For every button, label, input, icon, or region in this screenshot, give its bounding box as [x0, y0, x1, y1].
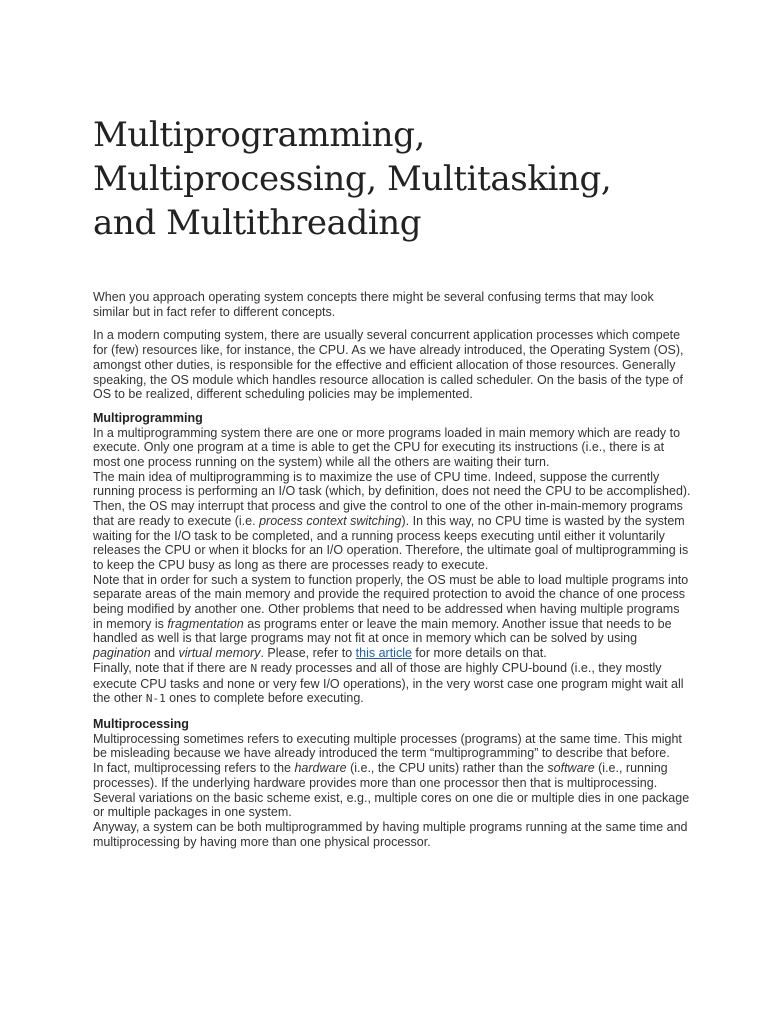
text-run: In fact, multiprocessing refers to the — [93, 761, 295, 776]
multiprogramming-section — [93, 411, 691, 707]
text-run: Note that in order for such a system to function properly, the OS must be able to load multiple programs into separate areas of the main memory and provide the required protection to avoid the chance of one process being modified by another one. Other problems that need to be addressed when having multiple programs in memory is — [93, 572, 689, 631]
multiprocessing-heading: Multiprocessing — [93, 716, 189, 731]
emphasis-pagination: pagination — [93, 646, 151, 661]
title-line-1: Multiprogramming, — [93, 115, 425, 155]
text-run: Finally, note that if there are — [93, 660, 251, 675]
multiprogramming-paragraph-4 — [93, 661, 691, 707]
text-run: The main idea of multiprogramming is to maximize the use of CPU time. Indeed, suppose the currently running process is performing an I/O task (which, by definition, does not need the CPU to be accomplished). Then, the OS may interrupt that process and give the control to one of the other in-main-memory programs that are ready to execute (i.e. — [93, 469, 691, 528]
text-run: (i.e., running processes). If the underlying hardware provides more than one processor then that is multiprocessing. Several variations on the basic scheme exist, e.g., multiple cores on one die or multiple dies in one package or multiple packages in one system. — [93, 761, 690, 820]
this-article-link[interactable]: this article — [355, 646, 412, 661]
text-run: ready processes and all of those are highly CPU-bound (i.e., they mostly execute CPU tasks and none or very few I/O operations), in the very worst case one program might wait all the other — [93, 660, 684, 706]
emphasis-process-context-switching: process context switching — [259, 513, 402, 528]
emphasis-hardware: hardware — [294, 761, 347, 776]
text-run: as programs enter or leave the main memory. Another issue that needs to be handled as well is that large programs may not fit at once in memory which can be solved by using — [93, 616, 672, 646]
emphasis-virtual-memory: virtual memory — [178, 646, 261, 661]
text-run: (i.e., the CPU units) rather than the — [346, 761, 548, 776]
intro-paragraph-2: In a modern computing system, there are usually several concurrent application processes which compete for (few) resources like, for instance, the CPU. As we have already introduced, the Operating System (OS), amongst other duties, is responsible for the effective and efficient allocation of those resources. Generally speaking, the OS module which handles resource allocation is called scheduler. On the basis of the type of OS to be realized, different scheduling policies may be implemented. — [93, 328, 684, 402]
multiprocessing-section — [93, 717, 691, 849]
multiprocessing-paragraph-3: Anyway, a system can be both multiprogrammed by having multiple programs running at the same time and multiprocessing by having more than one physical processor. — [93, 819, 688, 849]
multiprogramming-heading: Multiprogramming — [93, 410, 203, 425]
code-n-minus-1: N-1 — [145, 692, 166, 706]
code-n: N — [250, 661, 258, 675]
multiprogramming-paragraph-1: In a multiprogramming system there are one or more programs loaded in main memory which are ready to execute. Only one program at a time is able to get the CPU for executing its instructions (i.e., there is at most one process running on the system) while all the others are waiting their turn. — [93, 425, 681, 470]
emphasis-software: software — [547, 761, 595, 776]
text-run: and — [150, 646, 179, 661]
article-body — [93, 290, 691, 859]
multiprocessing-paragraph-2 — [93, 761, 691, 820]
text-run: for more details on that. — [411, 646, 547, 661]
multiprocessing-paragraph-1: Multiprocessing sometimes refers to executing multiple processes (programs) at the same time. This might be misleading because we have already introduced the term “multiprogramming” to describe that before. — [93, 731, 682, 761]
text-run: . Please, refer to — [260, 646, 356, 661]
title-line-2: Multiprocessing, Multitasking, — [93, 159, 612, 199]
multiprogramming-paragraph-2 — [93, 470, 691, 573]
page-title — [93, 113, 713, 245]
emphasis-fragmentation: fragmentation — [167, 616, 244, 631]
multiprogramming-paragraph-3 — [93, 573, 691, 661]
text-run: ones to complete before executing. — [165, 691, 364, 706]
text-run: ). In this way, no CPU time is wasted by the system waiting for the I/O task to be completed, and a running process keeps executing until either it voluntarily releases the CPU or when it blocks for an I/O operation. Therefore, the ultimate goal of multiprogramming is to keep the CPU busy as long as there are processes ready to execute. — [93, 513, 689, 572]
intro-paragraph-1: When you approach operating system concepts there might be several confusing terms that may look similar but in fact refer to different concepts. — [93, 290, 654, 319]
title-line-3: and Multithreading — [93, 203, 422, 243]
